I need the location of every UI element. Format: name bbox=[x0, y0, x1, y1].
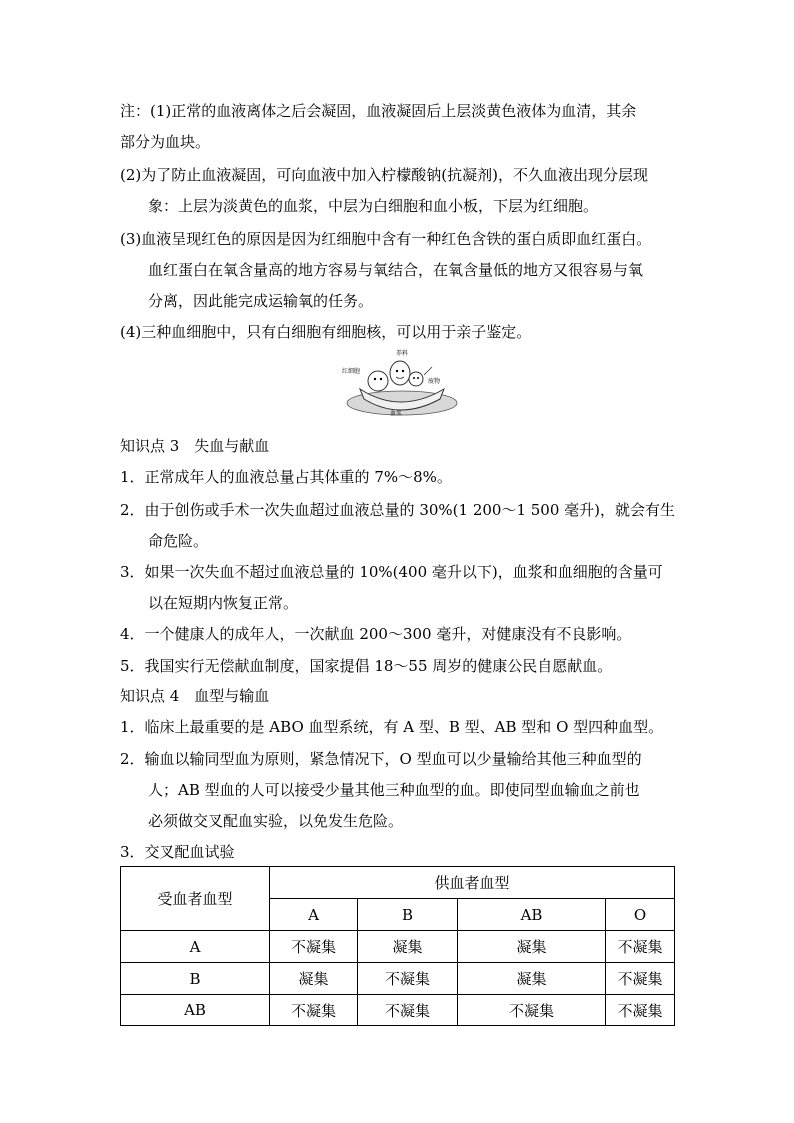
k3-item-3-line-1: 3．如果一次失血不超过血液总量的 10%(400 毫升以下)，血浆和血细胞的含量可 bbox=[120, 563, 663, 581]
table-cell: 凝集 bbox=[458, 931, 606, 963]
table-cell: 凝集 bbox=[270, 963, 358, 995]
note-3-line-1: (3)血液呈现红色的原因是因为红细胞中含有一种红色含铁的蛋白质即血红蛋白。 bbox=[120, 230, 652, 248]
blood-cells-illustration bbox=[340, 345, 466, 421]
k3-item-4: 4．一个健康人的成年人，一次献血 200～300 毫升，对健康没有不良影响。 bbox=[120, 625, 632, 643]
table-cell: 凝集 bbox=[458, 963, 606, 995]
note-1-line-1: 注：(1)正常的血液离体之后会凝固，血液凝固后上层淡黄色液体为血清，其余 bbox=[120, 102, 637, 120]
donor-type-o: O bbox=[606, 899, 675, 931]
k3-item-2-line-1: 2．由于创伤或手术一次失血超过血液总量的 30%(1 200～1 500 毫升)，就会有生 bbox=[120, 501, 676, 519]
label-plasma: 血浆 bbox=[390, 410, 403, 417]
table-cell: 凝集 bbox=[358, 931, 458, 963]
recipient-type-cell: A bbox=[121, 931, 270, 963]
k4-item-2-line-1: 2．输血以输同型血为原则，紧急情况下，O 型血可以少量输给其他三种血型的 bbox=[120, 750, 642, 768]
note-2-line-2: 象：上层为淡黄色的血浆，中层为白细胞和血小板，下层为红细胞。 bbox=[148, 197, 599, 215]
table-cell: 不凝集 bbox=[358, 963, 458, 995]
knowledge-point-4-title: 知识点 4 血型与输血 bbox=[120, 687, 270, 705]
table-row bbox=[121, 963, 675, 995]
donor-type-b: B bbox=[358, 899, 458, 931]
donor-type-ab: AB bbox=[458, 899, 606, 931]
k3-item-2-line-2: 命危险。 bbox=[148, 532, 209, 550]
recipient-type-header: 受血者血型 bbox=[121, 867, 270, 931]
k4-item-3: 3．交叉配血试验 bbox=[120, 843, 235, 861]
blood-cartoon-image bbox=[340, 345, 466, 421]
k3-item-3-line-2: 以在短期内恢复正常。 bbox=[148, 594, 299, 612]
label-nutrients: 养料 bbox=[396, 350, 409, 357]
table-cell: 不凝集 bbox=[270, 931, 358, 963]
note-3-line-2: 血红蛋白在氧含量高的地方容易与氧结合，在氧含量低的地方又很容易与氧 bbox=[148, 261, 644, 279]
recipient-type-cell: B bbox=[121, 963, 270, 995]
note-3-line-3: 分离，因此能完成运输氧的任务。 bbox=[148, 292, 374, 310]
note-4-line-1: (4)三种血细胞中，只有白细胞有细胞核，可以用于亲子鉴定。 bbox=[120, 323, 532, 341]
label-red-blood-cell: 红细胞 bbox=[342, 368, 361, 375]
note-2-line-1: (2)为了防止血液凝固，可向血液中加入柠檬酸钠(抗凝剂)，不久血液出现分层现 bbox=[120, 166, 648, 184]
table-cell: 不凝集 bbox=[606, 963, 675, 995]
k4-item-1: 1．临床上最重要的是 ABO 血型系统，有 A 型、B 型、AB 型和 O 型四种血型。 bbox=[120, 718, 664, 736]
label-waste: 废物 bbox=[428, 378, 441, 385]
donor-type-header: 供血者血型 bbox=[270, 867, 675, 899]
table-row bbox=[121, 995, 675, 1026]
k4-item-2-line-3: 必须做交叉配血实验，以免发生危险。 bbox=[148, 812, 404, 830]
table-row bbox=[121, 931, 675, 963]
k3-item-5: 5．我国实行无偿献血制度，国家提倡 18～55 周岁的健康公民自愿献血。 bbox=[120, 657, 613, 675]
table-cell: 不凝集 bbox=[606, 995, 675, 1026]
table-cell: 不凝集 bbox=[270, 995, 358, 1026]
note-1-line-2: 部分为血块。 bbox=[120, 133, 211, 151]
recipient-type-cell: AB bbox=[121, 995, 270, 1026]
k4-item-2-line-2: 人；AB 型血的人可以接受少量其他三种血型的血。即使同型血输血之前也 bbox=[148, 781, 640, 799]
k3-item-1: 1．正常成年人的血液总量占其体重的 7%～8%。 bbox=[120, 468, 452, 486]
donor-type-a: A bbox=[270, 899, 358, 931]
table-cell: 不凝集 bbox=[606, 931, 675, 963]
knowledge-point-3-title: 知识点 3 失血与献血 bbox=[120, 437, 270, 455]
table-cell: 不凝集 bbox=[358, 995, 458, 1026]
cross-match-table bbox=[120, 866, 675, 1026]
table-cell: 不凝集 bbox=[458, 995, 606, 1026]
